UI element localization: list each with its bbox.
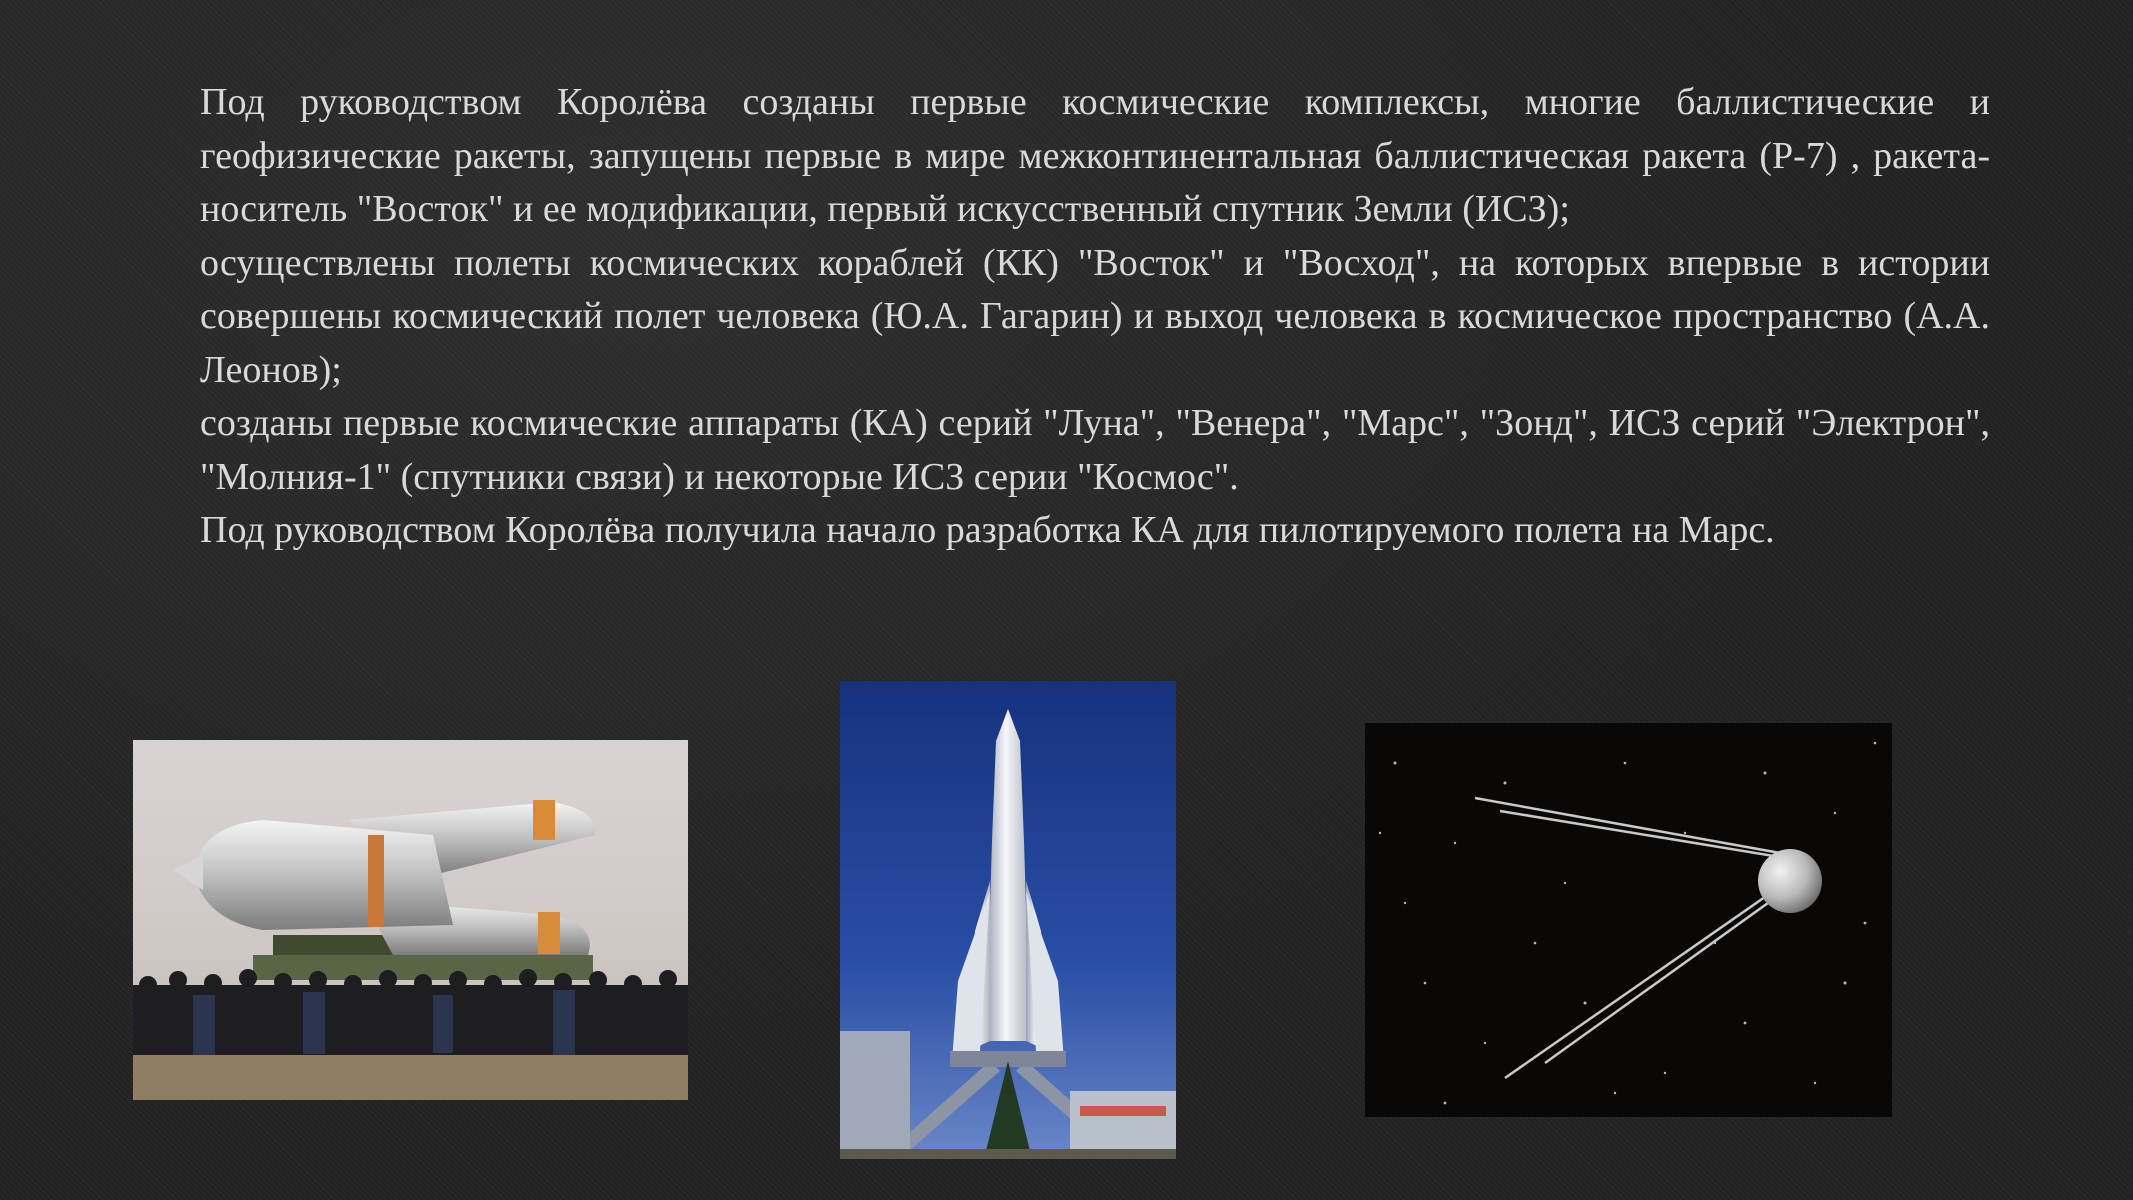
paragraph-space-apparatus: созданы первые космические аппараты (КА) серий "Луна", "Венера", "Марс", "Зонд", ИСЗ серий "Электрон", "Молния-1" (спутники связи) и некоторые ИСЗ серии "Космос". bbox=[200, 402, 1990, 498]
sputnik-satellite-photo bbox=[1365, 723, 1892, 1117]
paragraph-mars-flight: Под руководством Королёва получила начало разработка КА для пилотируемого полета на Марс. bbox=[200, 509, 1775, 551]
paragraph-spacecraft-flights: осуществлены полеты космических кораблей (КК) "Восток" и "Восход", на которых впервые в истории совершены космический полет человека (Ю.А. Гагарин) и выход человека в космическое пространство (А.А. Леонов); bbox=[200, 241, 1990, 391]
slide-body-text bbox=[200, 76, 1990, 558]
vostok-rocket-monument-photo bbox=[840, 681, 1176, 1159]
soyuz-rocket-transport-photo bbox=[133, 740, 688, 1100]
paragraph-complexes: Под руководством Королёва созданы первые космические комплексы, многие баллистические и геофизические ракеты, запущены первые в мире межконтинентальная баллистическая ракета (Р-7) , ракета-носитель "Восток" и ее модификации, первый искусственный спутник Земли (ИСЗ); bbox=[200, 81, 1990, 230]
